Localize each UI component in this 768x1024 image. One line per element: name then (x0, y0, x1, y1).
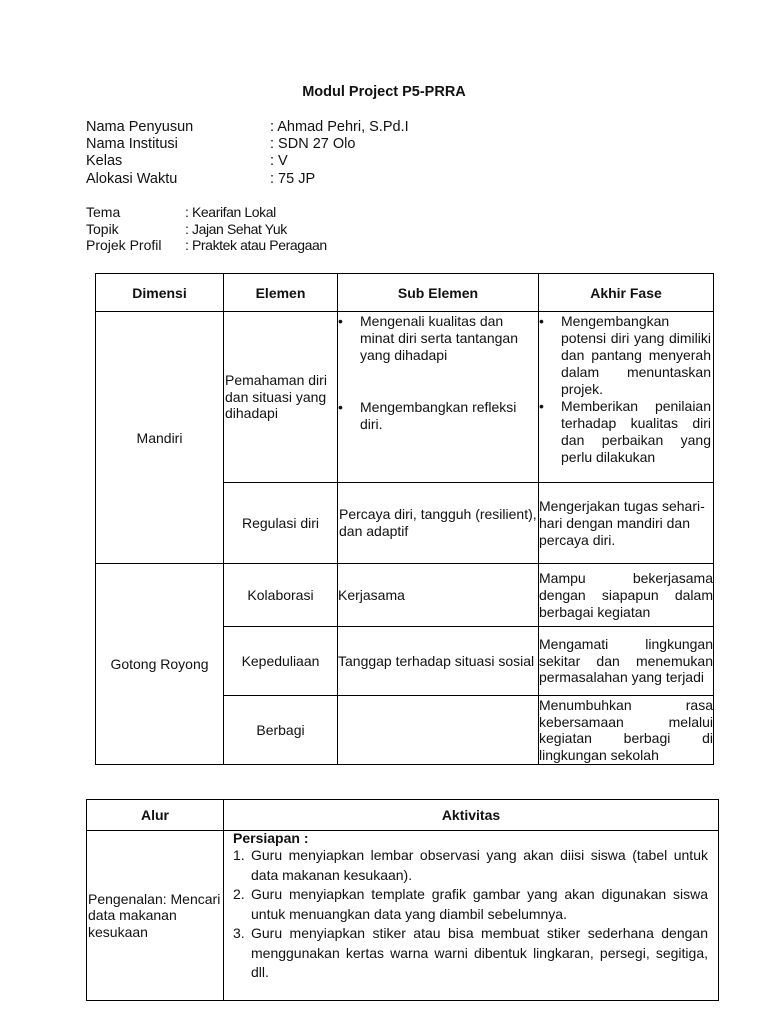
info-label: Kelas (86, 153, 123, 170)
info-label: Nama Institusi (86, 136, 178, 153)
list-item: • Memberikan penilaian terhadap kualitas diri dan perbaikan yang perlu dilakukan (539, 398, 711, 465)
akhir-fase-cell: Mampu bekerjasama dengan siapapun dalam berbagai kegiatan (539, 564, 714, 627)
info-value: : Ahmad Pehri, S.Pd.I (270, 119, 409, 135)
sub-elemen-cell (338, 696, 539, 765)
col-header-alur: Alur (87, 800, 224, 831)
akhir-fase-cell: Mengamati lingkungan sekitar dan menemukan permasalahan yang terjadi (539, 627, 714, 696)
col-header-elemen: Elemen (224, 274, 338, 312)
document-title: Modul Project P5-PRRA (302, 84, 466, 100)
info-row (86, 153, 409, 170)
col-header-aktivitas: Aktivitas (224, 800, 719, 831)
info-row (86, 119, 409, 136)
bullet-icon: • (338, 399, 343, 415)
info-label: Alokasi Waktu (86, 170, 178, 187)
info-value: : Praktek atau Peragaan (185, 237, 327, 253)
info-value: : SDN 27 Olo (270, 136, 356, 153)
info-value: : 75 JP (270, 170, 316, 187)
elemen-cell: Pemahaman diri dan situasi yang dihadapi (224, 312, 338, 483)
sub-elemen-cell (338, 312, 539, 483)
activity-table (86, 799, 719, 1001)
info-value: : V (270, 153, 288, 170)
item-number: 1. (233, 847, 245, 863)
activity-heading: Persiapan : (233, 830, 309, 846)
info-value: : Kearifan Lokal (185, 204, 276, 220)
dimension-table (95, 273, 714, 765)
alur-cell: Pengenalan: Mencari data makanan kesukaan (87, 831, 224, 1001)
table-header-row (87, 800, 719, 831)
elemen-cell: Berbagi (224, 696, 338, 765)
elemen-cell: Kepeduliaan (224, 627, 338, 696)
list-item: • Mengembangkan refleksi diri. (338, 399, 517, 432)
table-row (87, 831, 719, 1001)
item-number: 3. (233, 925, 245, 941)
project-info (86, 204, 327, 254)
elemen-cell: Regulasi diri (224, 483, 338, 564)
bullet-icon: • (539, 398, 544, 414)
author-info (86, 119, 409, 188)
sub-elemen-cell: Tanggap terhadap situasi sosial (338, 627, 539, 696)
table-header-row (96, 274, 714, 312)
activity-list (233, 831, 718, 983)
info-row (86, 221, 327, 238)
bullet-icon: • (539, 313, 544, 329)
info-label: Projek Profil (86, 237, 162, 253)
akhir-fase-cell: Menumbuhkan rasa kebersamaan melalui kegiatan berbagi di lingkungan sekolah (539, 697, 713, 763)
dimensi-cell: Mandiri (96, 312, 224, 564)
info-label: Topik (86, 220, 119, 237)
list-item: 2. Guru menyiapkan template grafik gambar yang akan digunakan siswa untuk menuangkan data yang diambil sebelumnya. (233, 885, 718, 924)
elemen-cell: Kolaborasi (224, 564, 338, 627)
akhir-fase-cell: Mengerjakan tugas sehari-hari dengan mandiri dan percaya diri. (539, 483, 714, 564)
info-label: Tema (86, 204, 121, 220)
bullet-icon: • (338, 313, 343, 329)
list-item: • Mengenali kualitas dan minat diri serta tantangan yang dihadapi (338, 313, 518, 363)
akhir-fase-cell (539, 312, 714, 483)
info-row (86, 171, 409, 188)
table-row (96, 312, 714, 483)
list-item: 1. Guru menyiapkan lembar observasi yang akan diisi siswa (tabel untuk data makanan kesukaan). (233, 846, 718, 885)
col-header-dimensi: Dimensi (96, 274, 224, 312)
info-label: Nama Penyusun (86, 119, 194, 135)
aktivitas-cell (224, 831, 719, 1001)
info-value: : Jajan Sehat Yuk (185, 220, 287, 237)
sub-elemen-cell: Percaya diri, tangguh (resilient), dan adaptif (338, 483, 539, 564)
info-row (86, 237, 327, 254)
dimensi-cell: Gotong Royong (96, 564, 224, 765)
list-item: • Mengembangkan potensi diri yang dimiliki dan pantang menyerah dalam menuntaskan projek. (539, 313, 711, 397)
list-item: 3. Guru menyiapkan stiker atau bisa membuat stiker sederhana dengan menggunakan kertas warna warni dibentuk lingkaran, persegi, segitiga, dll. (233, 924, 718, 983)
sub-elemen-cell: Kerjasama (338, 564, 539, 627)
item-number: 2. (233, 886, 245, 902)
info-row (86, 204, 327, 221)
table-row (96, 564, 714, 627)
info-row (86, 136, 409, 153)
col-header-sub-elemen: Sub Elemen (338, 274, 539, 312)
col-header-akhir-fase: Akhir Fase (539, 274, 714, 312)
